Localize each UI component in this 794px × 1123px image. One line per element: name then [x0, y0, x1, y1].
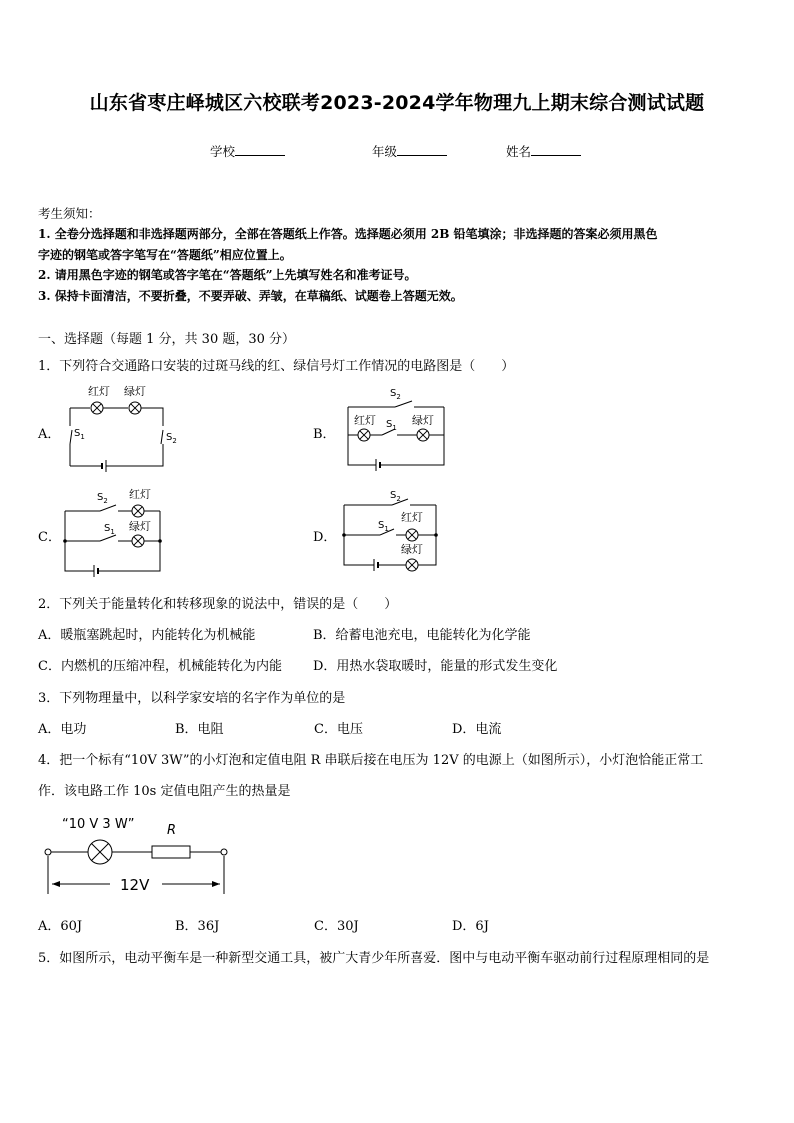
circuit-b-red-label: 红灯: [354, 414, 376, 427]
q1-option-a-label: A．: [38, 427, 61, 442]
circuit-d-s1: $S_1$: [378, 520, 389, 533]
circuit-a-red-label: 红灯: [88, 385, 110, 398]
circuit-b: [340, 383, 450, 473]
q4-option-b: B．36J: [175, 919, 220, 934]
q4-option-d: D．6J: [452, 919, 489, 934]
circuit-c: [60, 485, 180, 580]
notice-item-1a: 1. 全卷分选择题和非选择题两部分，全部在答题纸上作答。选择题必须用 2B 铅笔填涂；非选择题的答案必须用黑色: [38, 227, 658, 241]
q3-option-b: B．电阻: [175, 722, 224, 737]
q1-stem: 1．下列符合交通路口安装的过斑马线的红、绿信号灯工作情况的电路图是（ ）: [38, 359, 515, 374]
circuit-c-green-label: 绿灯: [129, 520, 151, 533]
circuit-a-green-label: 绿灯: [124, 385, 146, 398]
circuit-d-red-label: 红灯: [401, 511, 423, 524]
name-label: 姓名: [506, 144, 532, 159]
grade-blank: [397, 143, 447, 156]
circuit-a: [60, 378, 180, 478]
name-blank: [531, 143, 581, 156]
q2-option-d: D．用热水袋取暖时，能量的形式发生变化: [313, 659, 558, 674]
q4-voltage-label: 12V: [120, 876, 150, 894]
circuit-b-green-label: 绿灯: [412, 414, 434, 427]
q1-option-b-label: B．: [313, 427, 336, 442]
q4-circuit-figure: [40, 812, 240, 897]
grade-label: 年级: [372, 144, 398, 159]
q4-resistor-label: R: [167, 823, 177, 838]
q3-stem: 3．下列物理量中，以科学家安培的名字作为单位的是: [38, 691, 346, 706]
q2-stem: 2．下列关于能量转化和转移现象的说法中，错误的是（ ）: [38, 597, 398, 612]
school-blank: [235, 143, 285, 156]
q2-option-a: A．暖瓶塞跳起时，内能转化为机械能: [38, 628, 256, 643]
notice-item-2: 2. 请用黑色字迹的钢笔或答字笔在“答题纸”上先填写姓名和准考证号。: [38, 268, 417, 282]
q4-lamp-label: “10 V 3 W”: [62, 817, 135, 832]
circuit-d-green-label: 绿灯: [401, 543, 423, 556]
circuit-b-s2: $S_2$: [390, 388, 401, 401]
q1-option-c-label: C．: [38, 530, 61, 545]
q3-option-c: C．电压: [314, 722, 363, 737]
section-heading: 一、选择题（每题 1 分，共 30 题，30 分）: [38, 332, 296, 347]
q4-stem-line-1: 4．把一个标有“10V 3W”的小灯泡和定值电阻 R 串联后接在电压为 12V 的电源上（如图所示），小灯泡恰能正常工: [38, 753, 704, 768]
q2-option-b: B．给蓄电池充电，电能转化为化学能: [313, 628, 531, 643]
notice-item-3: 3. 保持卡面清洁，不要折叠，不要弄破、弄皱，在草稿纸、试题卷上答题无效。: [38, 289, 463, 303]
circuit-d: [340, 485, 450, 580]
q3-option-d: D．电流: [452, 722, 502, 737]
circuit-a-s2: $S_2$: [166, 432, 177, 445]
notice-heading: 考生须知：: [38, 206, 101, 221]
q1-option-d-label: D．: [313, 530, 337, 545]
page-title: 山东省枣庄峄城区六校联考2023-2024学年物理九上期末综合测试试题: [89, 92, 705, 114]
q3-option-a: A．电功: [38, 722, 87, 737]
circuit-a-s1: $S_1$: [74, 428, 85, 441]
circuit-b-s1: $S_1$: [386, 419, 397, 432]
circuit-c-s2: $S_2$: [97, 492, 108, 505]
school-label: 学校: [210, 144, 236, 159]
school-field: [210, 142, 285, 160]
name-field: [506, 142, 581, 160]
q2-option-c: C．内燃机的压缩冲程，机械能转化为内能: [38, 659, 282, 674]
circuit-c-s1: $S_1$: [104, 523, 115, 536]
q5-stem: 5．如图所示，电动平衡车是一种新型交通工具，被广大青少年所喜爱．图中与电动平衡车驱动前行过程原理相同的是: [38, 951, 710, 966]
grade-field: [372, 142, 447, 160]
q4-option-a: A．60J: [38, 919, 83, 934]
q4-option-c: C．30J: [314, 919, 359, 934]
circuit-c-red-label: 红灯: [129, 488, 151, 501]
notice-item-1b: 字迹的钢笔或答字笔写在“答题纸”相应位置上。: [38, 248, 292, 262]
circuit-d-s2: $S_2$: [390, 490, 401, 503]
q4-stem-line-2: 作．该电路工作 10s 定值电阻产生的热量是: [38, 784, 291, 799]
